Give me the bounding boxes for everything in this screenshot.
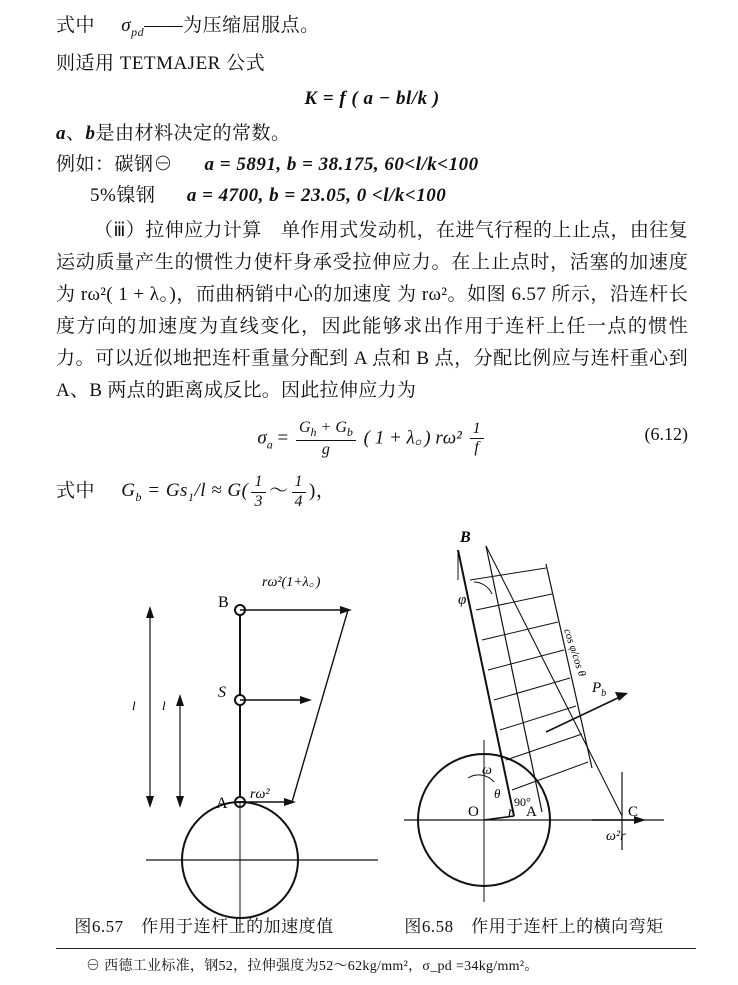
- label-phi: φ: [458, 592, 467, 608]
- eq612-sigma-sub: a: [266, 437, 273, 452]
- line-tetmajer: 则适用 TETMAJER 公式: [56, 52, 266, 74]
- label-dim-outer: l: [132, 698, 136, 713]
- label-omega2r: ω²r: [606, 829, 626, 844]
- label-nickel-steel: 5%镍钢: [90, 184, 156, 206]
- caption-figure-6-57: 图6.57 作用于连杆上的加速度值: [74, 917, 334, 936]
- eq612-fraction-2: [470, 420, 484, 458]
- label-omega: ω: [482, 763, 492, 778]
- values-carbon-steel: a = 5891, b = 38.175, 60<l/k<100: [204, 153, 479, 175]
- gb-suffix: )，: [309, 480, 336, 502]
- const-b: b: [85, 122, 96, 144]
- eq612-fraction-1: $\frac{G_h + G_b}{g}$: [296, 419, 356, 459]
- label-shizhong: 式中: [56, 15, 96, 36]
- label-force-pb: $P_b$: [592, 680, 607, 699]
- line-gb-definition: [56, 473, 688, 513]
- caption-figure-6-58: 图6.58 作用于连杆上的横向弯矩: [404, 917, 664, 936]
- gb-fraction-1: [251, 473, 266, 511]
- values-nickel-steel: a = 4700, b = 23.05, 0 <l/k<100: [186, 184, 447, 206]
- footnote-text: ⊖ 西德工业标准，钢52，拉伸强度为52～62kg/mm²，σ_pd =34kg/mm²。: [86, 959, 539, 974]
- gb-tilde: ～: [268, 480, 289, 502]
- label-point-s: S: [218, 684, 226, 701]
- equation-6-12: [56, 419, 688, 459]
- label-point-c: C: [628, 804, 639, 820]
- label-radius-r: r: [508, 805, 514, 820]
- equation-number-6-12: (6.12): [644, 423, 688, 444]
- eq612-tail: ( 1 + λ。) rω²: [363, 427, 462, 449]
- label-top-acceleration: rω²(1+λ。): [262, 575, 321, 590]
- const-rest: 是由材料决定的常数。: [95, 122, 291, 144]
- line-example-nickel-steel: [56, 180, 688, 211]
- label-point-o: O: [468, 804, 479, 820]
- figure-captions: [0, 912, 738, 937]
- gb-frac2-num: 1: [294, 473, 303, 491]
- gb-frac2-den: 4: [292, 492, 307, 511]
- eq612-equals: =: [277, 427, 289, 449]
- figures-area: [0, 520, 738, 920]
- paragraph-tensile-stress: （ⅲ）拉伸应力计算 单作用式发动机，在进气行程的上止点，由往复运动质量产生的惯性力使杆身承受拉伸应力。在上止点时，活塞的加速度为 rω²( 1 + λ。)，而曲柄销中心的加速度 为 rω²。如图 6.57 所示，沿连杆长度方向的加速度为直线变化，因此能够求出作用于连杆上任一点的惯性力。可以近似地把连杆重量分配到 A 点和 B 点，分配比例应与连杆重心到 A、B 两点的距离成反比。因此拉伸应力为: [56, 219, 688, 401]
- eq612-sigma: σ: [257, 427, 267, 449]
- eq612-frac2-num: 1: [472, 420, 481, 438]
- gb-fraction-2: [292, 473, 307, 511]
- line-shizhong-sigma: [56, 10, 688, 48]
- line-constants: [56, 118, 688, 149]
- label-carbon-steel: 例如：碳钢⊖: [56, 153, 174, 175]
- label-right-point-b: B: [460, 529, 471, 546]
- symbol-sigma: σ: [121, 15, 132, 36]
- gb-frac1-num: 1: [254, 473, 263, 491]
- line-example-carbon-steel: [56, 149, 688, 180]
- label-dim-inner: l: [162, 698, 166, 713]
- figure-6-57: [110, 540, 440, 940]
- label-bottom-acceleration: rω²: [250, 787, 270, 802]
- equation-tetmajer: [56, 83, 688, 114]
- label-angle-90: 90°: [514, 795, 531, 809]
- eq612-frac2-den: f: [470, 438, 484, 457]
- figure-6-58: [396, 520, 726, 920]
- symbol-sigma-subscript: pd: [131, 24, 145, 39]
- label-theta: θ: [494, 786, 501, 801]
- label-point-b: B: [218, 594, 229, 611]
- gb-expression: $G_b = Gs_1/l \approx G$(: [121, 480, 249, 505]
- line1-rest: ——为压缩屈服点。: [144, 15, 320, 36]
- footnote-divider: [56, 948, 696, 949]
- gb-frac1-den: 3: [251, 492, 266, 511]
- equation-tetmajer-text: K = f ( a − bl/k ): [304, 87, 440, 109]
- const-a: a: [56, 122, 66, 144]
- label-point-a: A: [216, 795, 228, 812]
- label-right-point-a: A: [526, 804, 537, 820]
- label-hatch-expression: cos φ/cos θ: [561, 627, 588, 678]
- label-shizhong-2: 式中: [56, 480, 96, 502]
- const-sep: 、: [66, 122, 86, 144]
- text-column: [56, 10, 688, 513]
